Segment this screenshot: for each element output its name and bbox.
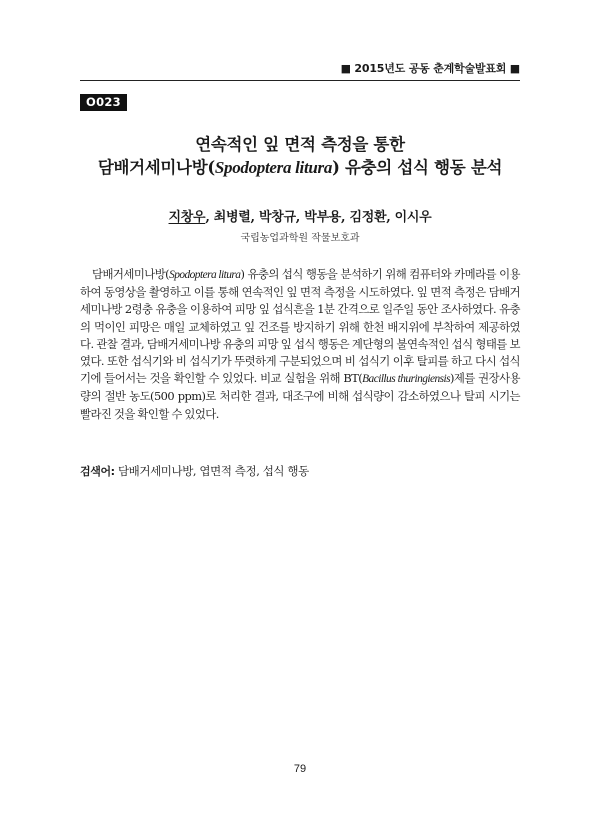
abstract-part-3: )제를 권장사용량의 절반 농도(500 ppm)로 처리한 결과, 대조구에 비해 섭식량이 감소하였으나 탈피 시기는 빨라진 것을 확인할 수 있었다. — [80, 371, 520, 421]
co-authors: , 최병렬, 박창규, 박부용, 김정환, 이시우 — [205, 210, 432, 225]
header-divider — [80, 80, 520, 81]
author-list — [80, 209, 520, 226]
title-line-2-prefix: 담배거세미나방( — [97, 158, 215, 177]
abstract-part-2: ) 유충의 섭식 행동을 분석하기 위해 컴퓨터와 카메라를 이용하여 동영상을 촬영하고 이를 통해 연속적인 잎 면적 측정을 시도하였다. 잎 면적 측정은 담배거세미나방 2령충 유충을 이용하여 피망 잎 섭식흔을 1분 간격으로 일주일 동안 조사하였다. 유충의 먹이인 피망은 매일 교체하였고 잎 건조를 방지하기 위해 한천 배지위에 부착하여 제공하였다. 관찰 결과, 담배거세미나방 유충의 피망 잎 섭식 행동은 계단형의 불연속적인 섭식 형태를 보였다. 또한 섭식기와 비 섭식기가 뚜렷하게 구분되었으며 비 섭식기 이후 탈피를 하고 다시 섭식기에 들어서는 것을 확인할 수 있었다. 비교 실험을 위해 BT( — [80, 267, 521, 386]
presenting-author: 지창우 — [168, 210, 206, 225]
page-number: 79 — [293, 763, 307, 775]
abstract-body — [80, 266, 520, 423]
abstract-scientific-name-2: Bacillus thuringiensis — [362, 373, 451, 386]
keywords — [80, 463, 520, 480]
running-header: ■ 2015년도 공동 춘계학술발표회 ■ — [340, 62, 520, 75]
paper-id-badge: O023 — [80, 94, 127, 111]
abstract-part-1: 담배거세미나방( — [92, 267, 170, 281]
title-scientific-name: Spodoptera litura — [214, 158, 333, 177]
title-line-2 — [80, 156, 520, 179]
keywords-text: 담배거세미나방, 엽면적 측정, 섭식 행동 — [114, 464, 309, 478]
abstract-scientific-name-1: Spodoptera litura — [169, 269, 241, 281]
title-line-1: 연속적인 잎 면적 측정을 통한 — [195, 135, 405, 154]
title-line-2-suffix: ) 유충의 섭식 행동 분석 — [332, 158, 503, 177]
paper-title — [80, 133, 520, 179]
author-affiliation: 국립농업과학원 작물보호과 — [240, 233, 360, 244]
keywords-label: 검색어: — [80, 465, 115, 478]
